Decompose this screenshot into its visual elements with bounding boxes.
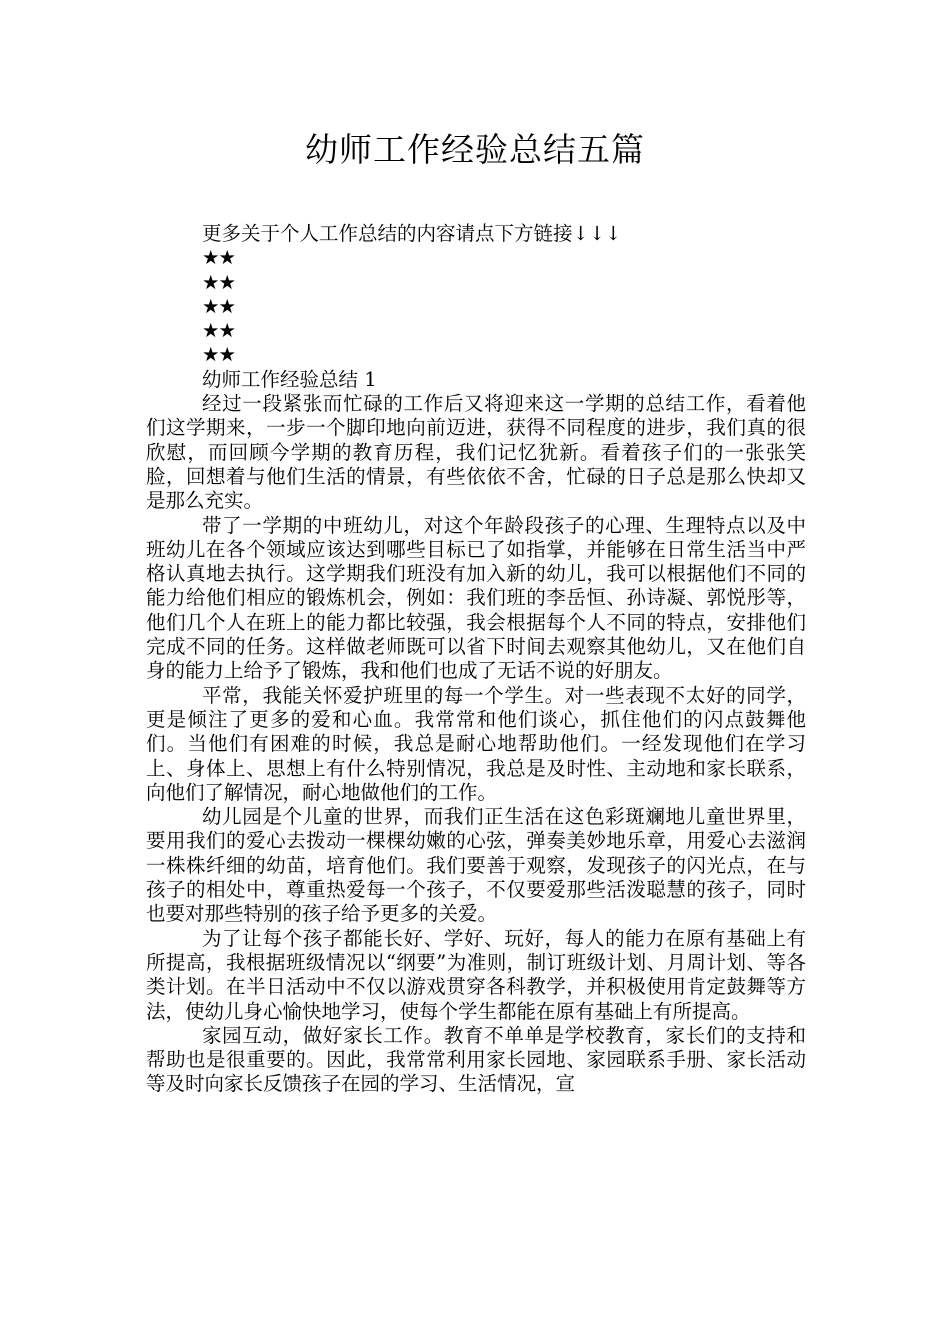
- paragraph: 家园互动，做好家长工作。教育不单单是学校教育，家长们的支持和帮助也是很重要的。因此，我常常利用家长园地、家园联系手册、家长活动等及时向家长反馈孩子在园的学习、生活情况，宣: [146, 1023, 806, 1096]
- star-line: ★★: [202, 246, 235, 270]
- paragraph: 为了让每个孩子都能长好、学好、玩好，每人的能力在原有基础上有所提高，我根据班级情况以“纲要”为准则，制订班级计划、月周计划、等各类计划。在半日活动中不仅以游戏贯穿各科教学，并积极使用肯定鼓舞等方法，使幼儿身心愉快地学习，使每个学生都能在原有基础上有所提高。: [146, 926, 806, 1023]
- paragraph: 幼儿园是个儿童的世界，而我们正生活在这色彩斑斓地儿童世界里，要用我们的爱心去拨动一棵棵幼嫩的心弦，弹奏美妙地乐章，用爱心去滋润一株株纤细的幼苗，培育他们。我们要善于观察，发现孩子的闪光点，在与孩子的相处中，尊重热爱每一个孩子，不仅要爱那些活泼聪慧的孩子，同时也要对那些特别的孩子给予更多的关爱。: [146, 805, 806, 926]
- document-body: [146, 222, 806, 1097]
- paragraph: 平常，我能关怀爱护班里的每一个学生。对一些表现不太好的同学，更是倾注了更多的爱和心血。我常常和他们谈心，抓住他们的闪点鼓舞他们。当他们有困难的时候，我总是耐心地帮助他们。一经发现他们在学习上、身体上、思想上有什么特别情况，我总是及时性、主动地和家长联系，向他们了解情况，耐心地做他们的工作。: [146, 683, 806, 804]
- star-line: ★★: [202, 270, 235, 294]
- star-line: ★★: [202, 294, 235, 318]
- paragraph: 经过一段紧张而忙碌的工作后又将迎来这一学期的总结工作，看着他们这学期来，一步一个脚印地向前迈进，获得不同程度的进步，我们真的很欣慰，而回顾今学期的教育历程，我们记忆犹新。看着孩子们的一张张笑脸，回想着与他们生活的情景，有些依依不舍，忙碌的日子总是那么快却又是那么充实。: [146, 392, 806, 513]
- link-prompt[interactable]: 更多关于个人工作总结的内容请点下方链接↓↓↓: [202, 222, 622, 245]
- star-line: ★★: [202, 319, 235, 343]
- star-line: ★★: [202, 343, 235, 367]
- document-title: 幼师工作经验总结五篇: [305, 130, 645, 169]
- paragraph: 带了一学期的中班幼儿，对这个年龄段孩子的心理、生理特点以及中班幼儿在各个领域应该达到哪些目标已了如指掌，并能够在日常生活当中严格认真地去执行。这学期我们班没有加入新的幼儿，我可以根据他们不同的能力给他们相应的锻炼机会，例如：我们班的李岳恒、孙诗凝、郭悦彤等，他们几个人在班上的能力都比较强，我会根据每个人不同的特点，安排他们完成不同的任务。这样做老师既可以省下时间去观察其他幼儿，又在他们自身的能力上给予了锻炼，我和他们也成了无话不说的好朋友。: [146, 513, 806, 683]
- section-heading: 幼师工作经验总结 1: [202, 367, 377, 391]
